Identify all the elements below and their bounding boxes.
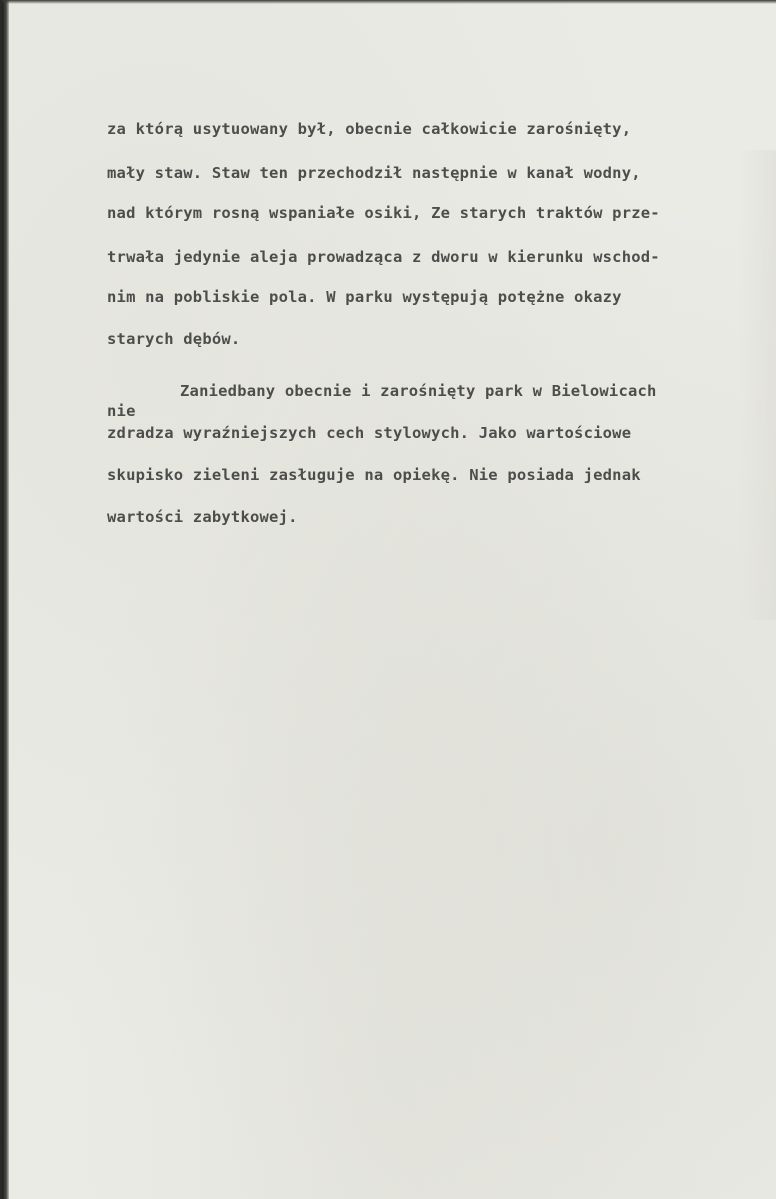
text-line: mały staw. Staw ten przechodził następnie w kanał wodny, xyxy=(107,164,641,182)
text-line: nad którym rosną wspaniałe osiki, Ze starych traktów prze- xyxy=(107,204,660,222)
document-page xyxy=(2,0,776,1199)
text-line: zdradza wyraźniejszych cech stylowych. Jako wartościowe xyxy=(107,424,632,442)
text-line: trwała jedynie aleja prowadząca z dworu w kierunku wschod- xyxy=(107,248,660,266)
text-line: nie xyxy=(107,402,136,420)
page-right-shadow xyxy=(738,150,776,620)
page-top-edge xyxy=(2,0,776,4)
text-line: skupisko zieleni zasługuje na opiekę. Nie posiada jednak xyxy=(107,466,641,484)
text-line: za którą usytuowany był, obecnie całkowicie zarośnięty, xyxy=(107,120,632,138)
text-line: wartości zabytkowej. xyxy=(107,508,298,526)
binding-edge xyxy=(2,0,9,1199)
paragraph-2 xyxy=(107,382,657,526)
paragraph-1 xyxy=(107,120,660,348)
text-line: starych dębów. xyxy=(107,330,241,348)
text-line: nim na pobliskie pola. W parku występują potężne okazy xyxy=(107,288,622,306)
text-line: Zaniedbany obecnie i zarośnięty park w Bielowicach xyxy=(180,382,657,400)
